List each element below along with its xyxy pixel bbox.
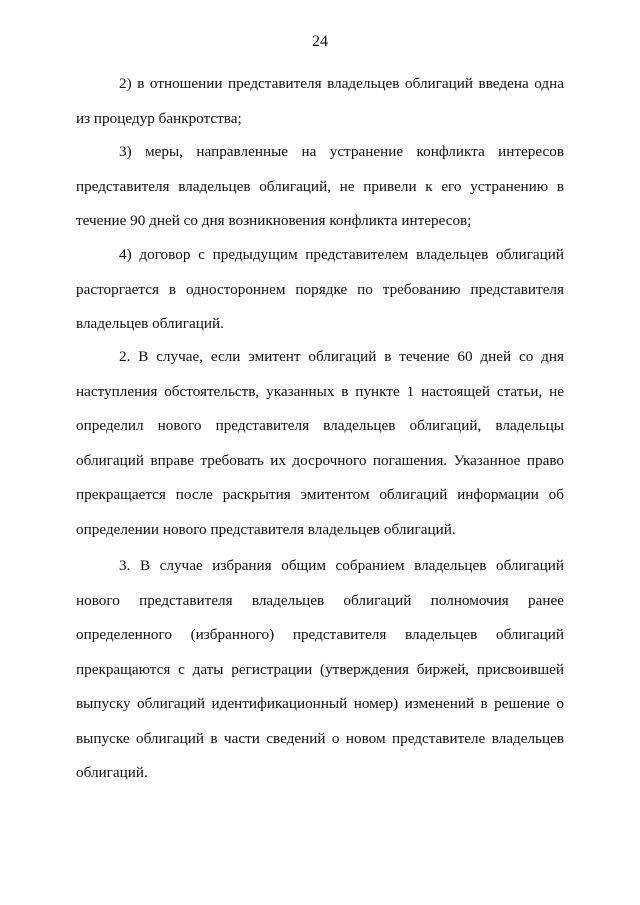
- paragraph-subitem-3: 3) меры, направленные на устранение конфликта интересов представителя владельцев облигаций, не привели к его устранению в течение 90 дней со дня возникновения конфликта интересов;: [76, 143, 564, 229]
- paragraph-clause-3: 3. В случае избрания общим собранием владельцев облигаций нового представителя владельцев облигаций полномочия ранее определенного (избранного) представителя владельцев облигаций прекращаются с даты регистрации (утверждения биржей, присвоившей выпуску облигаций идентификационный номер) изменений в решение о выпуске облигаций в части сведений о новом представителе владельцев облигаций.: [76, 557, 564, 781]
- paragraph-subitem-2: 2) в отношении представителя владельцев облигаций введена одна из процедур банкротства;: [76, 75, 564, 127]
- page-number: 24: [312, 33, 328, 50]
- paragraph-clause-2: 2. В случае, если эмитент облигаций в течение 60 дней со дня наступления обстоятельств, указанных в пункте 1 настоящей статьи, не определил нового представителя владельцев облигаций, владельцы облигаций вправе требовать их досрочного погашения. Указанное право прекращается после раскрытия эмитентом облигаций информации об определении нового представителя владельцев облигаций.: [76, 348, 564, 538]
- paragraph-subitem-4: 4) договор с предыдущим представителем владельцев облигаций расторгается в одностороннем порядке по требованию представителя владельцев облигаций.: [76, 246, 564, 332]
